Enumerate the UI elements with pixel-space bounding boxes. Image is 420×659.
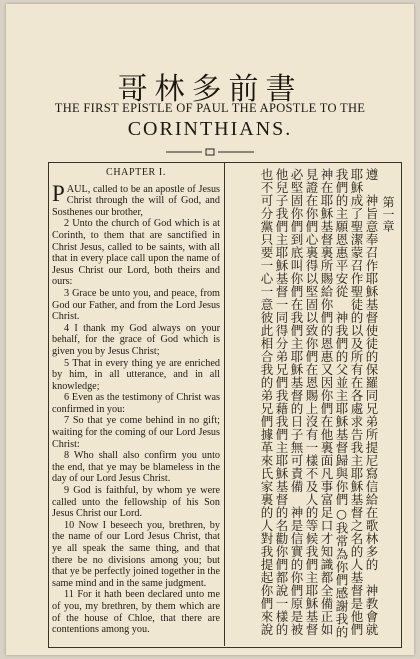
column-divider	[224, 162, 225, 646]
verse-4: 4 I thank my God always on your behalf, for the grace of God which is given you by Jesus Christ;	[52, 322, 220, 357]
verse-5: 5 That in every thing ye are enriched by him, in all utterance, and in all knowledge;	[52, 357, 220, 392]
verse-3: 3 Grace be unto you, and peace, from God our Father, and from the Lord Jesus Christ.	[52, 287, 220, 323]
chinese-text-line: 必堅固你們到底叫你們在我們主耶穌基督的日子無可責備 神是信實的你們原是被	[289, 168, 304, 636]
book-title-chinese: 哥林多前書	[117, 72, 303, 107]
chinese-text-line: 我們的主願恩惠平安從 神我們的父並主耶穌基督歸與你們○我常為你們感謝我的	[334, 168, 349, 639]
chinese-text-line: 神在耶穌基督裏所賜給你們的恩惠又因你們在他裏面凡事富足口才知識都全備正如	[319, 168, 334, 636]
verse-8: 8 Who shall also confirm you unto the end, that ye may be blameless in the day of our Lord Jesus Christ.	[52, 450, 220, 485]
verse-9: 9 God is faithful, by whom ye were called unto the fellowship of his Son Jesus Christ our Lord.	[52, 485, 220, 520]
english-column	[52, 164, 220, 642]
verse-text: AUL, called to be an apostle of Jesus Christ through the will of God, and Sosthenes our brother,	[52, 183, 220, 218]
verse-11: 11 For it hath been declared unto me of you, my brethren, by them which are of the house of Chloe, that there are contentions among you.	[52, 589, 220, 636]
book-title-corinthians: CORINTHIANS.	[127, 118, 293, 140]
verse-7: 7 So that ye come behind in no gift; waiting for the coming of our Lord Jesus Christ:	[52, 415, 220, 450]
chapter-heading-chinese: 第一章	[381, 196, 395, 232]
chinese-text-line: 也不可分黨只要一心一意彼此相合我的弟兄們據革來氏家裏的人對我提起你們來說	[259, 168, 274, 636]
drop-cap: P	[52, 180, 65, 206]
ornament-divider-icon	[166, 148, 254, 156]
chinese-column	[230, 168, 396, 640]
book-title-english: THE FIRST EPISTLE OF PAUL THE APOSTLE TO THE	[54, 101, 366, 115]
verse-1	[52, 180, 220, 219]
chinese-text-line: 遵 神旨意奉召作耶穌基督使徒的保羅同兄弟所提尼寫信給在歌林多的 神教會就	[364, 168, 379, 636]
book-page	[6, 4, 414, 655]
chinese-text-line: 耶穌成了聖潔蒙召作聖徒的以及所有在各處求告我主耶穌基督之名的人基督是他們	[349, 168, 364, 636]
verse-10: 10 Now I beseech you, brethren, by the name of our Lord Jesus Christ, that ye all speak the same thing, and that there be no divisions among you; but that ye be perfectly joined together in the same mind and in the same judgment.	[52, 519, 220, 589]
verse-2: 2 Unto the church of God which is at Corinth, to them that are sanctified in Christ Jesus, called to be saints, with all that in every place call upon the name of Jesus Christ our Lord, both theirs and ours:	[52, 218, 220, 288]
verse-6: 6 Even as the testimony of Christ was confirmed in you:	[52, 392, 220, 415]
chinese-text-line: 他兒子我們主耶穌基督一同得分弟兄們我藉我們主耶穌基督的名勸你們都說一樣的	[274, 168, 289, 636]
chinese-text-line: 見證在你們心裏得以堅固以致你們在恩賜上沒有一樣不及人的等候我們主耶穌基督	[304, 168, 319, 636]
chapter-heading-english: CHAPTER I.	[106, 167, 166, 178]
